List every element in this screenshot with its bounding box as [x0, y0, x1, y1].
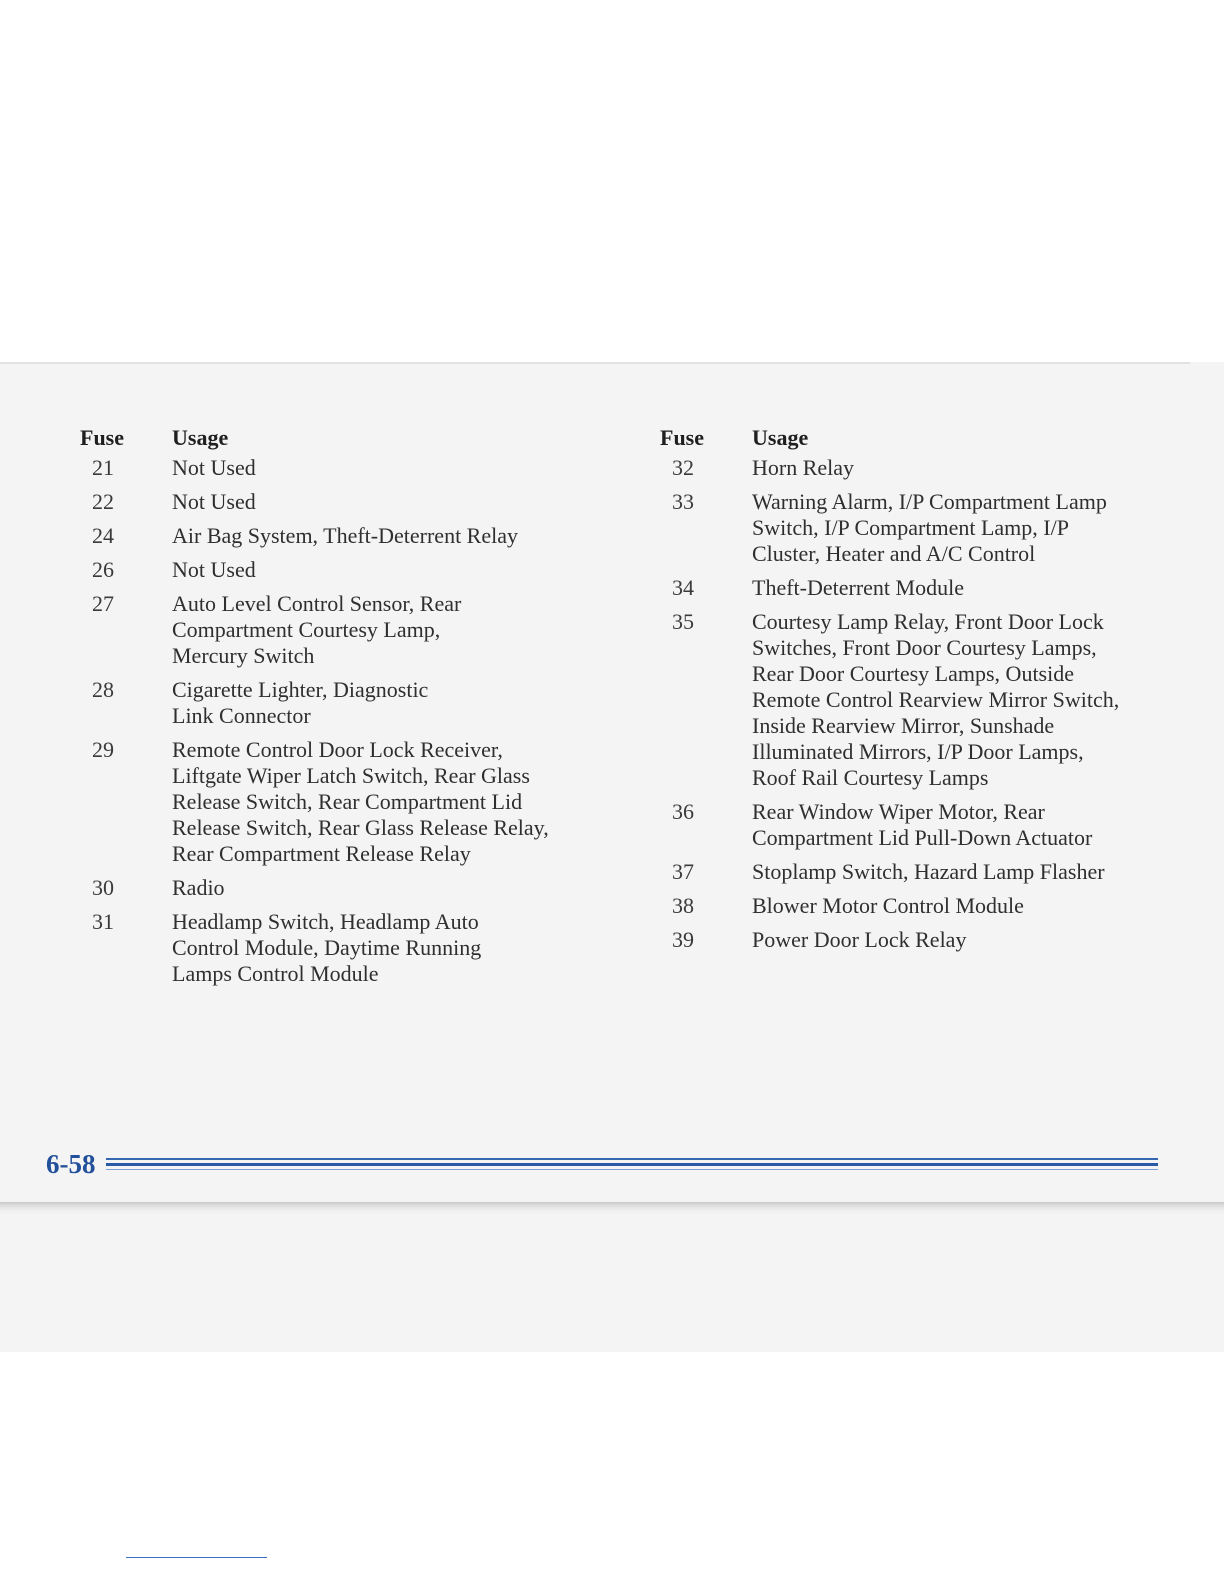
table-row	[660, 927, 1180, 953]
usage-line: Auto Level Control Sensor, Rear	[172, 591, 462, 616]
usage-line: Courtesy Lamp Relay, Front Door Lock	[752, 609, 1104, 634]
usage-line: Not Used	[172, 557, 256, 582]
usage-line: Cigarette Lighter, Diagnostic	[172, 677, 429, 702]
usage-line: Lamps Control Module	[172, 961, 379, 986]
usage-line: Rear Window Wiper Motor, Rear	[752, 799, 1045, 824]
table-row	[660, 799, 1180, 851]
table-row	[660, 609, 1180, 791]
usage-line: Radio	[172, 875, 225, 900]
fuse-usage	[172, 591, 600, 669]
usage-line: Release Switch, Rear Compartment Lid	[172, 789, 523, 814]
usage-line: Remote Control Rearview Mirror Switch,	[752, 687, 1120, 712]
table-row	[80, 909, 600, 987]
usage-line: Roof Rail Courtesy Lamps	[752, 765, 989, 790]
fuse-usage	[752, 799, 1180, 851]
fuse-number: 39	[672, 927, 694, 952]
fuse-number: 33	[672, 489, 694, 514]
fuse-number: 34	[672, 575, 694, 600]
usage-line: Air Bag System, Theft-Deterrent Relay	[172, 523, 518, 548]
usage-line: Theft-Deterrent Module	[752, 575, 964, 600]
fuse-number: 26	[92, 557, 114, 582]
fuse-number: 29	[92, 737, 114, 762]
fuse-usage	[752, 455, 1180, 481]
fuse-usage	[752, 489, 1180, 567]
fuse-number: 31	[92, 909, 114, 934]
fuse-number: 38	[672, 893, 694, 918]
fuse-number: 37	[672, 859, 694, 884]
fuse-usage	[172, 523, 600, 549]
table-row	[660, 859, 1180, 885]
table-header	[80, 424, 600, 452]
fuse-usage	[752, 859, 1180, 885]
fuse-usage	[172, 557, 600, 583]
usage-line: Rear Door Courtesy Lamps, Outside	[752, 661, 1074, 686]
fuse-table-right	[660, 424, 1180, 961]
fuse-number: 22	[92, 489, 114, 514]
band-bottom-edge	[0, 1202, 1224, 1216]
usage-line: Stoplamp Switch, Hazard Lamp Flasher	[752, 859, 1105, 884]
usage-line: Compartment Courtesy Lamp,	[172, 617, 441, 642]
fuse-number: 30	[92, 875, 114, 900]
usage-line: Not Used	[172, 455, 256, 480]
fuse-usage	[752, 575, 1180, 601]
fuse-usage	[752, 609, 1180, 791]
fuse-number: 27	[92, 591, 114, 616]
usage-line: Rear Compartment Release Relay	[172, 841, 471, 866]
table-row	[80, 875, 600, 901]
table-row	[660, 489, 1180, 567]
fuse-usage	[172, 875, 600, 901]
usage-line: Switches, Front Door Courtesy Lamps,	[752, 635, 1097, 660]
table-row	[80, 455, 600, 481]
bottom-link-line	[126, 1557, 267, 1558]
fuse-number: 36	[672, 799, 694, 824]
table-row	[660, 455, 1180, 481]
usage-line: Mercury Switch	[172, 643, 315, 668]
table-row	[80, 557, 600, 583]
footer-rule	[106, 1158, 1158, 1160]
usage-line: Inside Rearview Mirror, Sunshade	[752, 713, 1055, 738]
fuse-column-header: Fuse	[660, 425, 704, 450]
table-header	[660, 424, 1180, 452]
fuse-number: 24	[92, 523, 114, 548]
usage-line: Link Connector	[172, 703, 311, 728]
fuse-number: 32	[672, 455, 694, 480]
table-row	[660, 575, 1180, 601]
fuse-usage	[172, 455, 600, 481]
fuse-number: 35	[672, 609, 694, 634]
fuse-usage	[172, 909, 600, 987]
fuse-usage	[172, 677, 600, 729]
fuse-number: 21	[92, 455, 114, 480]
fuse-number: 28	[92, 677, 114, 702]
usage-line: Liftgate Wiper Latch Switch, Rear Glass	[172, 763, 530, 788]
page-footer	[46, 1148, 1166, 1182]
table-row	[80, 523, 600, 549]
footer-rule	[106, 1169, 1158, 1170]
usage-line: Control Module, Daytime Running	[172, 935, 482, 960]
table-row	[80, 591, 600, 669]
fuse-usage	[172, 737, 600, 867]
table-row	[80, 677, 600, 729]
usage-line: Cluster, Heater and A/C Control	[752, 541, 1036, 566]
usage-line: Headlamp Switch, Headlamp Auto	[172, 909, 479, 934]
usage-column-header: Usage	[752, 425, 809, 450]
usage-line: Switch, I/P Compartment Lamp, I/P	[752, 515, 1069, 540]
usage-column-header: Usage	[172, 425, 229, 450]
usage-line: Horn Relay	[752, 455, 855, 480]
fuse-column-header: Fuse	[80, 425, 124, 450]
table-row	[660, 893, 1180, 919]
footer-rule	[106, 1163, 1158, 1166]
page-number: 6-58	[46, 1149, 96, 1179]
usage-line: Power Door Lock Relay	[752, 927, 967, 952]
fuse-table-left	[80, 424, 600, 995]
table-row	[80, 737, 600, 867]
band-top-edge	[0, 362, 1190, 364]
usage-line: Warning Alarm, I/P Compartment Lamp	[752, 489, 1107, 514]
usage-line: Illuminated Mirrors, I/P Door Lamps,	[752, 739, 1084, 764]
usage-line: Release Switch, Rear Glass Release Relay,	[172, 815, 549, 840]
usage-line: Not Used	[172, 489, 256, 514]
usage-line: Blower Motor Control Module	[752, 893, 1024, 918]
table-row	[80, 489, 600, 515]
fuse-usage	[752, 893, 1180, 919]
usage-line: Remote Control Door Lock Receiver,	[172, 737, 503, 762]
fuse-usage	[172, 489, 600, 515]
fuse-usage	[752, 927, 1180, 953]
usage-line: Compartment Lid Pull-Down Actuator	[752, 825, 1093, 850]
